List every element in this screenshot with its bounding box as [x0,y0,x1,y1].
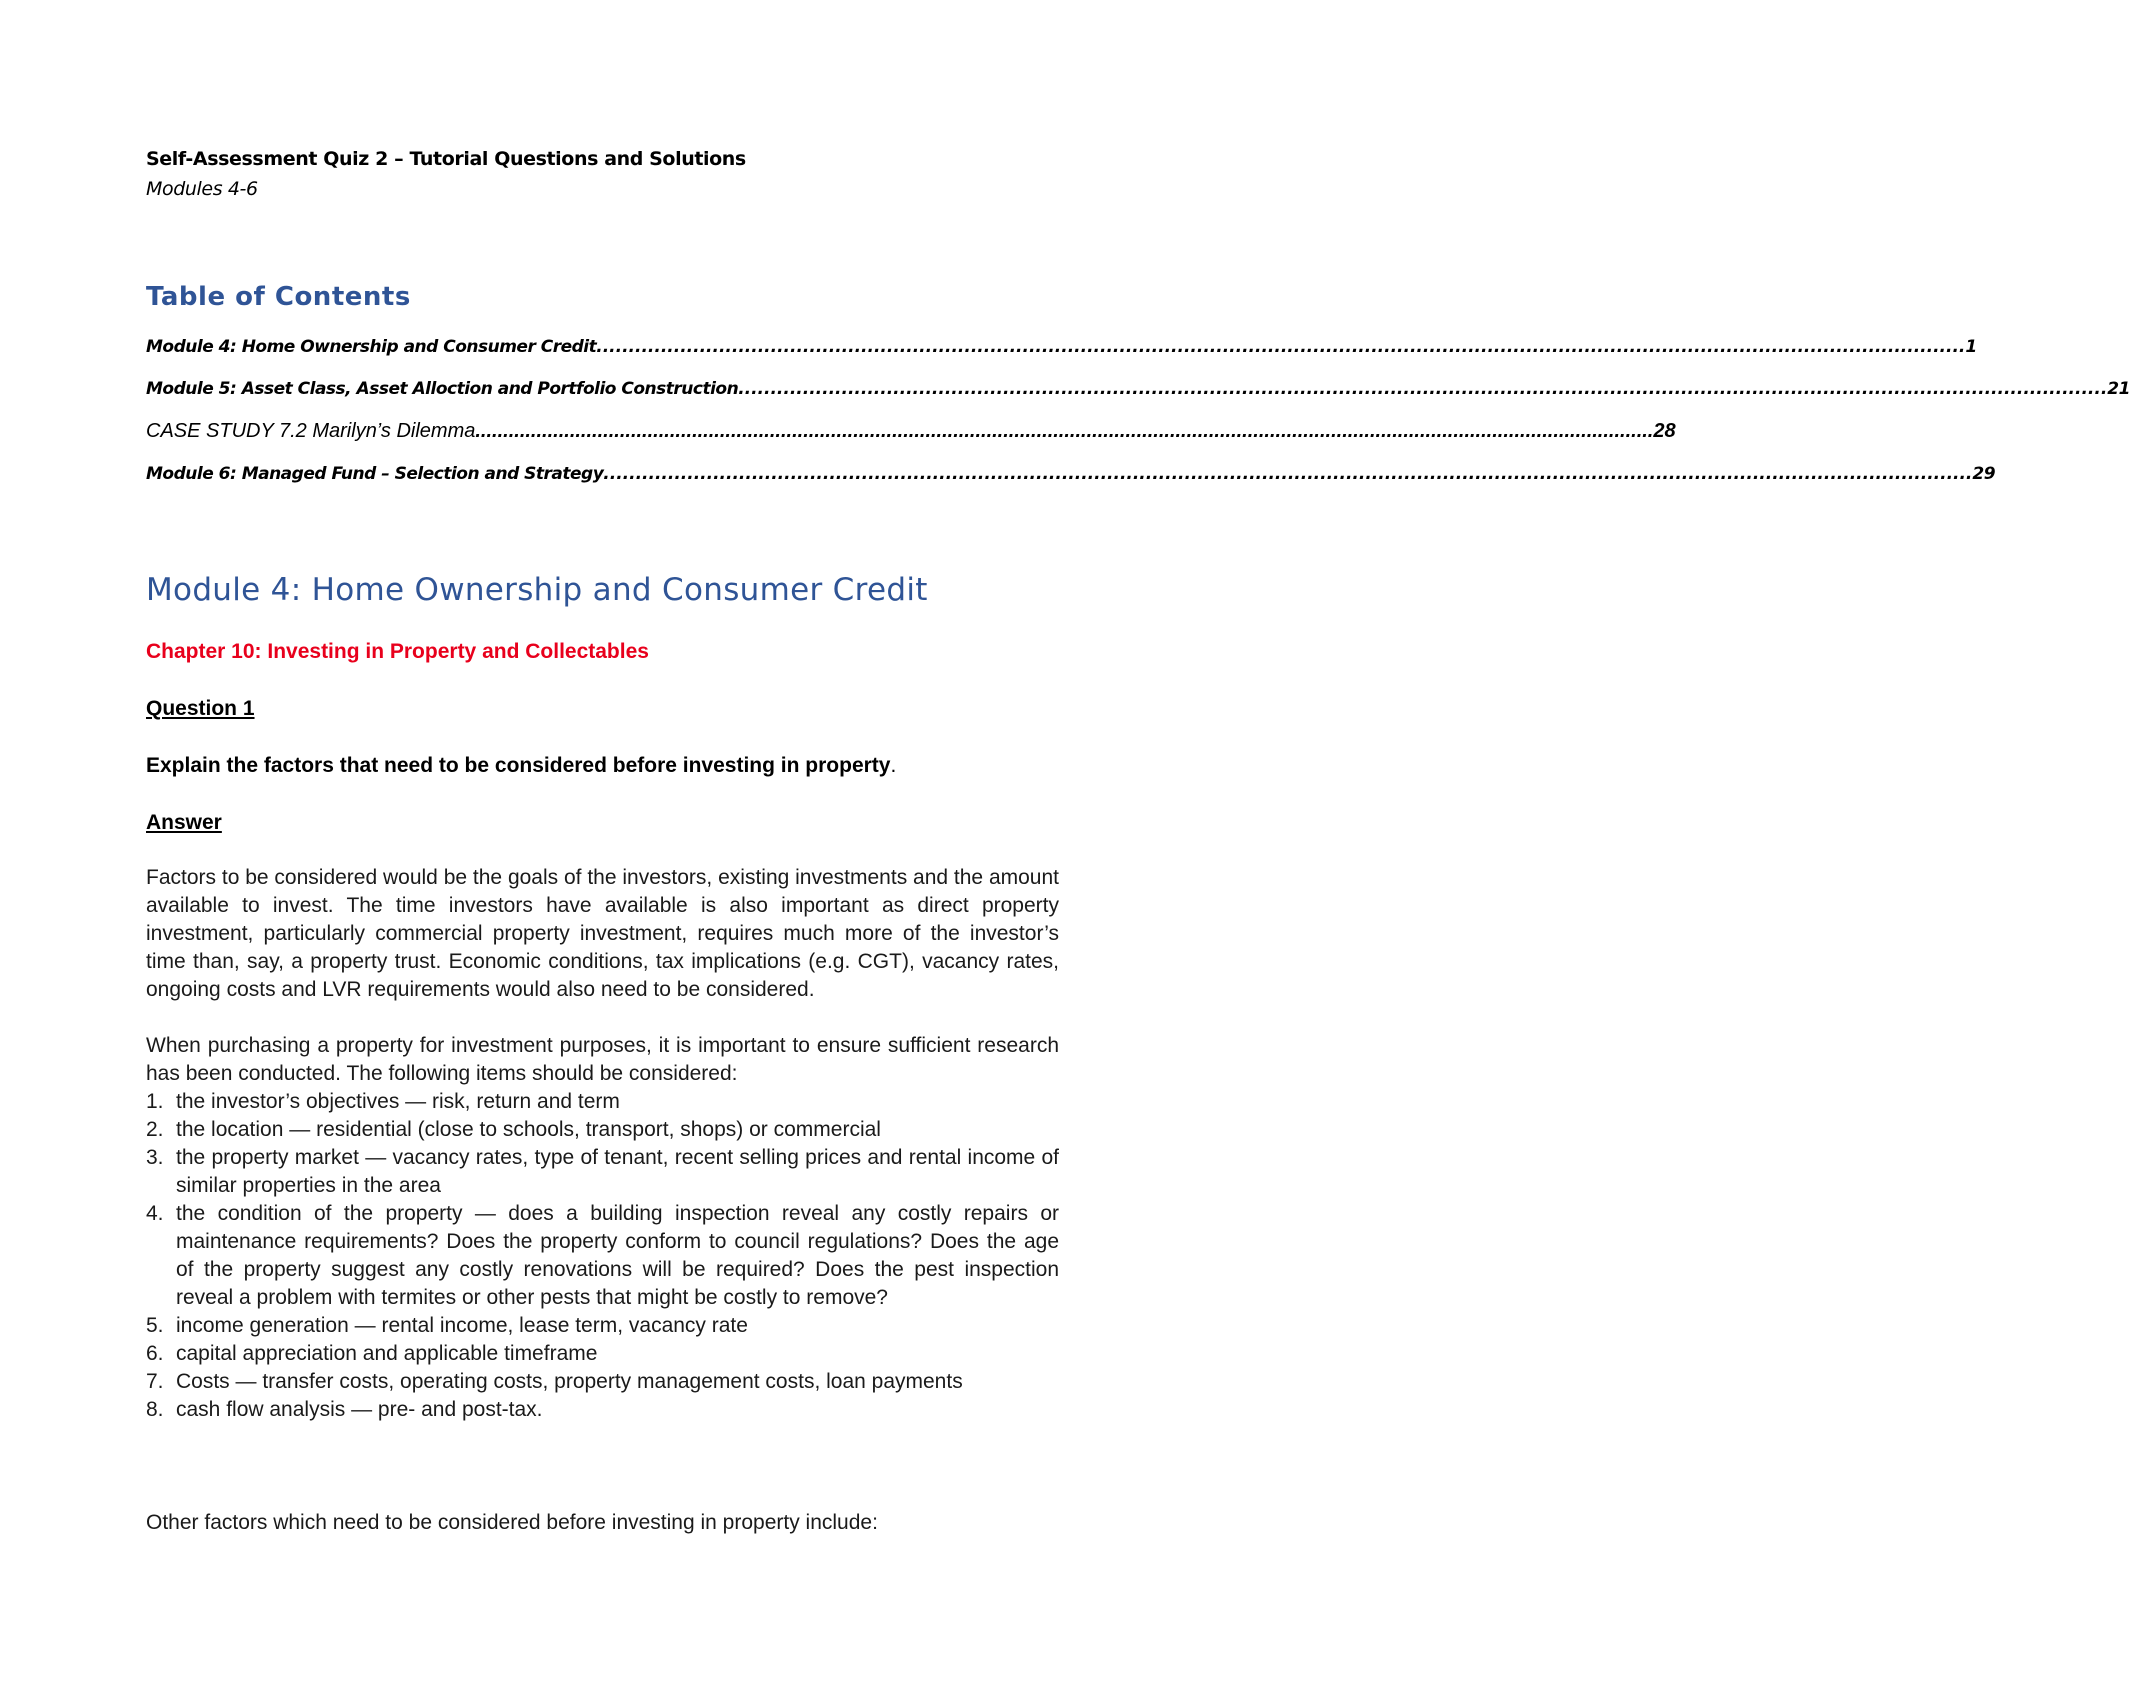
list-item-text: Costs — transfer costs, operating costs, property management costs, loan payments [176,1370,963,1393]
document-subtitle: Modules 4-6 [146,178,258,200]
list-item [146,1088,1059,1116]
list-item-number: 4. [146,1202,164,1225]
list-item-text: capital appreciation and applicable timeframe [176,1342,598,1365]
question-text-period: . [890,754,897,777]
question-text-body: Explain the factors that need to be considered before investing in property [146,754,891,777]
toc-entry-page: 1 [1965,337,1977,357]
list-item [146,1396,1059,1424]
list-item-text: the property market — vacancy rates, type of tenant, recent selling prices and rental income of similar properties in the area [176,1146,1059,1197]
chapter-heading: Chapter 10: Investing in Property and Collectables [146,640,649,663]
list-item-number: 3. [146,1146,164,1169]
list-item-text: the investor’s objectives — risk, return and term [176,1090,620,1113]
toc-entry-label: Module 5: Asset Class, Asset Alloction and Portfolio Construction [146,379,739,399]
toc-entry-page: 29 [1972,464,1996,484]
toc-leader-dots: .................................................................................................................................................................................................................... [475,420,1654,442]
toc-leader-dots: .................................................................................................................................................................................................................... [738,379,2108,399]
list-item-text: the condition of the property — does a building inspection reveal any costly repairs or maintenance requirements? Does the property conform to council regulations? Does the age of the property suggest any costly renovations will be required? Does the pest inspection reveal a problem with termites or other pests that might be costly to remove? [176,1202,1059,1309]
list-item [146,1312,1059,1340]
answer-paragraph-2: When purchasing a property for investment purposes, it is important to ensure sufficient research has been conducted. The following items should be considered: [146,1034,1059,1085]
toc-entry[interactable] [146,337,1977,357]
list-item-number: 1. [146,1090,164,1113]
toc-heading: Table of Contents [146,282,411,312]
list-item-text: cash flow analysis — pre- and post-tax. [176,1398,543,1421]
list-item [146,1200,1059,1312]
list-item-text: the location — residential (close to schools, transport, shops) or commercial [176,1118,881,1141]
list-item-number: 8. [146,1398,164,1421]
toc-leader-dots: .................................................................................................................................................................................................................... [603,464,1973,484]
answer-paragraph-3: Other factors which need to be considered before investing in property include: [146,1511,878,1534]
toc-entry[interactable] [146,464,1996,484]
list-item [146,1144,1059,1200]
answer-label: Answer [146,811,222,834]
list-item-number: 5. [146,1314,164,1337]
question-label: Question 1 [146,697,255,720]
toc-leader-dots: .................................................................................................................................................................................................................... [596,337,1966,357]
question-text [146,754,896,778]
toc-entry[interactable] [146,420,1676,443]
list-item-number: 6. [146,1342,164,1365]
toc-entry-label: CASE STUDY 7.2 Marilyn’s Dilemma [146,420,476,442]
toc-entry-label: Module 4: Home Ownership and Consumer Credit [146,337,597,357]
answer-paragraph-1: Factors to be considered would be the goals of the investors, existing investments and the amount available to invest. The time investors have available is also important as direct property investment, particularly commercial property investment, requires much more of the investor’s time than, say, a property trust. Economic conditions, tax implications (e.g. CGT), vacancy rates, ongoing costs and LVR requirements would also need to be considered. [146,866,1059,1001]
list-item-number: 2. [146,1118,164,1141]
list-item [146,1340,1059,1368]
toc-entry-page: 21 [2107,379,2130,399]
list-item-text: income generation — rental income, lease term, vacancy rate [176,1314,748,1337]
module-heading: Module 4: Home Ownership and Consumer Credit [146,572,928,608]
list-item [146,1116,1059,1144]
list-item-number: 7. [146,1370,164,1393]
toc-entry-page: 28 [1653,420,1676,442]
considerations-list [146,1088,1059,1424]
list-item [146,1368,1059,1396]
toc-entry[interactable] [146,379,2130,399]
document-title: Self-Assessment Quiz 2 – Tutorial Questions and Solutions [146,148,746,170]
toc-entry-label: Module 6: Managed Fund – Selection and Strategy [146,464,604,484]
